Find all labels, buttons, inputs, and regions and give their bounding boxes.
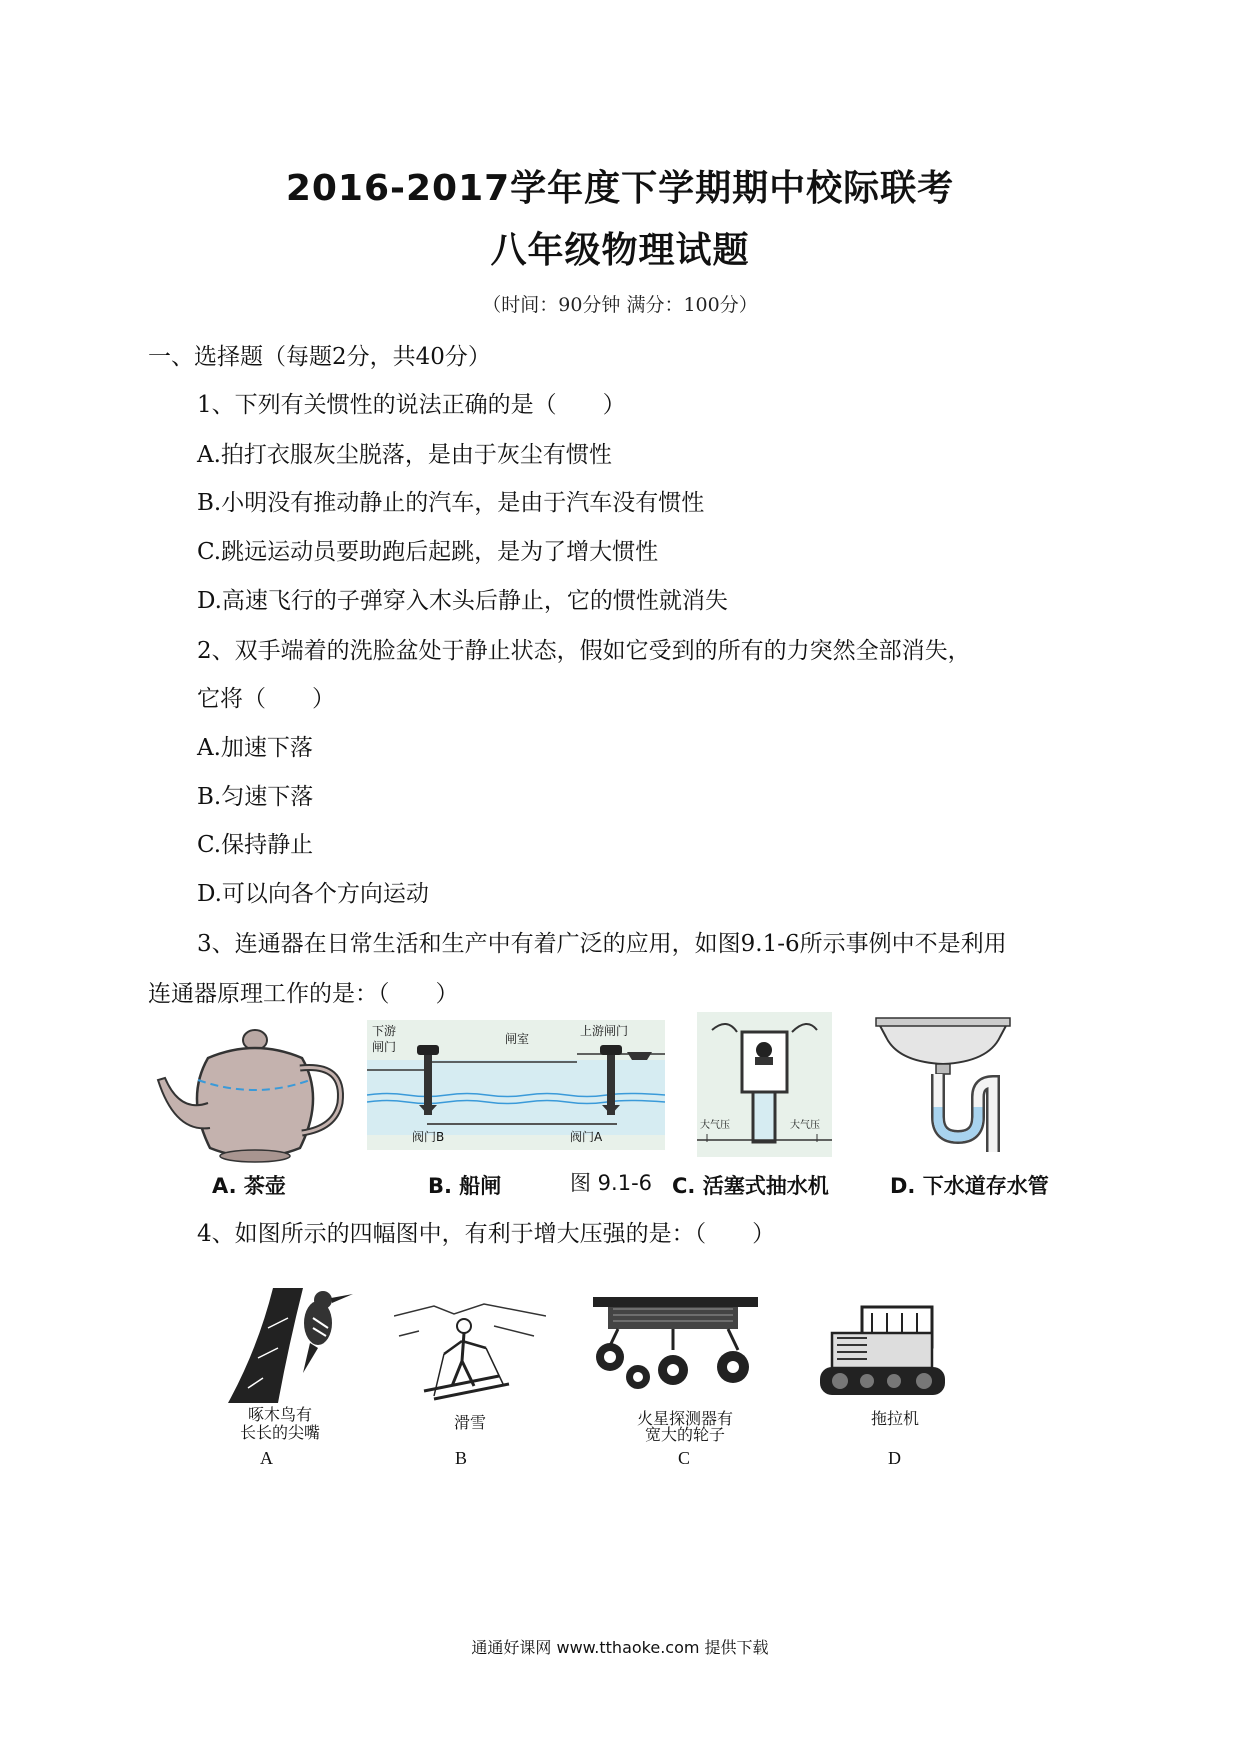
q4-fig-b-letter: B [455,1448,468,1468]
q4-fig-a-letter: A [260,1448,273,1468]
q3-stem-line1: 3、连通器在日常生活和生产中有着广泛的应用，如图9.1-6所示事例中不是利用 [197,931,1007,957]
skier-illustration [394,1296,546,1406]
q3-caption-b: B. 船闸 [428,1174,502,1198]
q2-option-b: B.匀速下落 [197,784,314,810]
lock-label-valve-b: 阀门B [412,1130,445,1144]
q3-caption-a: A. 茶壶 [212,1174,286,1198]
exam-subtitle-title: 八年级物理试题 [490,230,750,271]
lock-label-chamber: 闸室 [505,1032,530,1046]
q4-fig-c-caption-line2: 宽大的轮子 [644,1425,725,1444]
q1-option-d: D.高速飞行的子弹穿入木头后静止，它的惯性就消失 [197,588,728,614]
q2-option-c: C.保持静止 [197,832,314,858]
lock-label-gate: 闸门 [372,1040,397,1054]
piston-pump-illustration [697,1012,832,1157]
lock-label-upstream-gate: 上游闸门 [580,1024,629,1038]
lock-label-valve-a: 阀门A [570,1130,603,1144]
q2-option-d: D.可以向各个方向运动 [197,881,429,907]
q1-stem: 1、下列有关惯性的说法正确的是（ ） [197,392,626,418]
woodpecker-illustration [218,1288,368,1403]
page-footer: 通通好课网 www.tthaoke.com 提供下载 [471,1638,769,1657]
q1-option-c: C.跳远运动员要助跑后起跳，是为了增大惯性 [197,539,659,565]
q1-option-a: A.拍打衣服灰尘脱落，是由于灰尘有惯性 [197,442,612,468]
q4-fig-a-caption-line2: 长长的尖嘴 [239,1423,320,1442]
sink-trap-illustration [868,1012,1018,1162]
lock-label-downstream: 下游 [372,1024,397,1038]
q4-fig-b-caption: 滑雪 [453,1413,486,1432]
q4-fig-c-letter: C [678,1448,691,1468]
q2-option-a: A.加速下落 [197,735,313,761]
q2-stem-line1: 2、双手端着的洗脸盆处于静止状态，假如它受到的所有的力突然全部消失， [197,638,971,664]
teapot-illustration [150,1018,350,1168]
q4-fig-d-letter: D [888,1448,901,1468]
q3-caption-d: D. 下水道存水管 [890,1174,1049,1198]
exam-time-score: （时间：90分钟 满分：100分） [482,294,758,316]
pump-label-atm-left: 大气压 [700,1120,730,1131]
q3-caption-c: C. 活塞式抽水机 [672,1174,829,1198]
q4-fig-a-caption-line1: 啄木鸟有 [247,1405,312,1424]
mars-rover-illustration [588,1295,763,1407]
tractor-illustration [812,1305,952,1405]
q4-stem: 4、如图所示的四幅图中，有利于增大压强的是：（ ） [197,1221,776,1247]
q3-stem-line2: 连通器原理工作的是：（ ） [148,981,459,1007]
q2-stem-line2: 它将（ ） [197,686,335,712]
exam-title: 2016-2017学年度下学期期中校际联考 [285,168,955,209]
section-heading: 一、选择题（每题2分，共40分） [148,344,491,370]
q4-fig-c-caption-line1: 火星探测器有 [636,1409,733,1428]
q3-figure-label: 图 9.1-6 [570,1171,653,1195]
q1-option-b: B.小明没有推动静止的汽车，是由于汽车没有惯性 [197,490,705,516]
q4-fig-d-caption: 拖拉机 [870,1409,919,1428]
pump-label-atm-right: 大气压 [790,1120,820,1131]
